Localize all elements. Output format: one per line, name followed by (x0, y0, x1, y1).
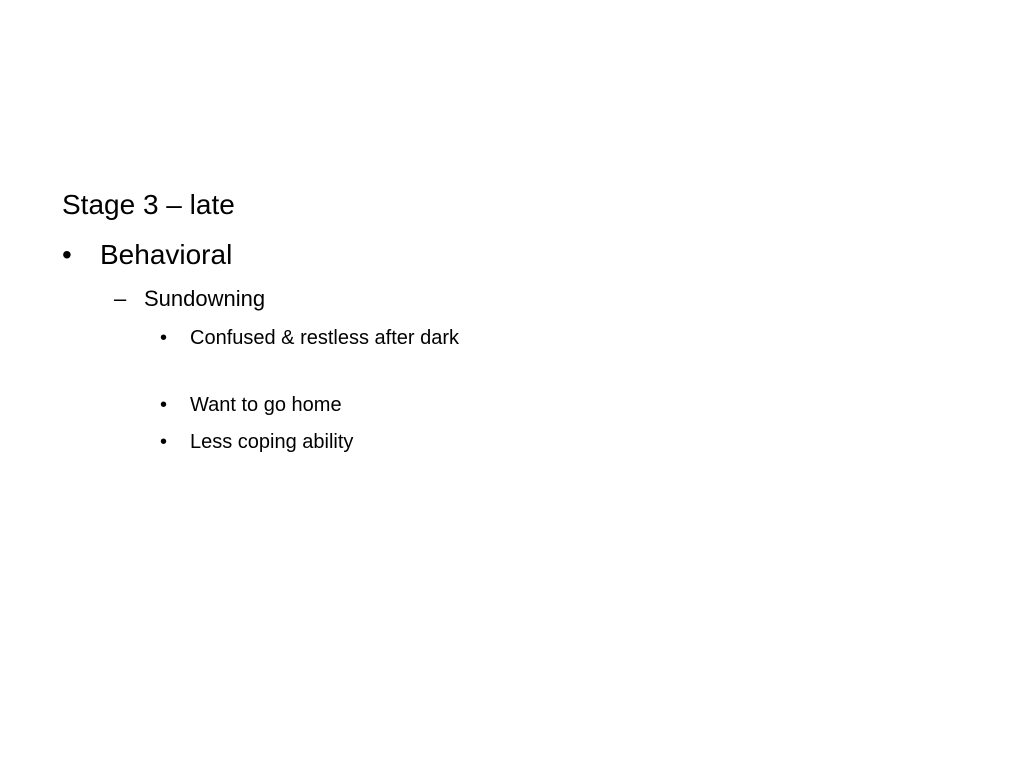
bullet-icon: • (160, 394, 168, 416)
list-item-label: Less coping ability (190, 431, 354, 453)
list-item-label: Confused & restless after dark (190, 327, 460, 349)
slide-heading: Stage 3 – late (62, 189, 235, 220)
list-item-label: Want to go home (190, 394, 342, 416)
bullet-label: Behavioral (100, 239, 233, 270)
bullet-icon: • (160, 431, 168, 453)
dash-icon: – (114, 286, 127, 311)
bullet-icon: • (160, 327, 168, 349)
bullet-icon: • (62, 239, 72, 270)
subbullet-label: Sundowning (144, 286, 266, 311)
